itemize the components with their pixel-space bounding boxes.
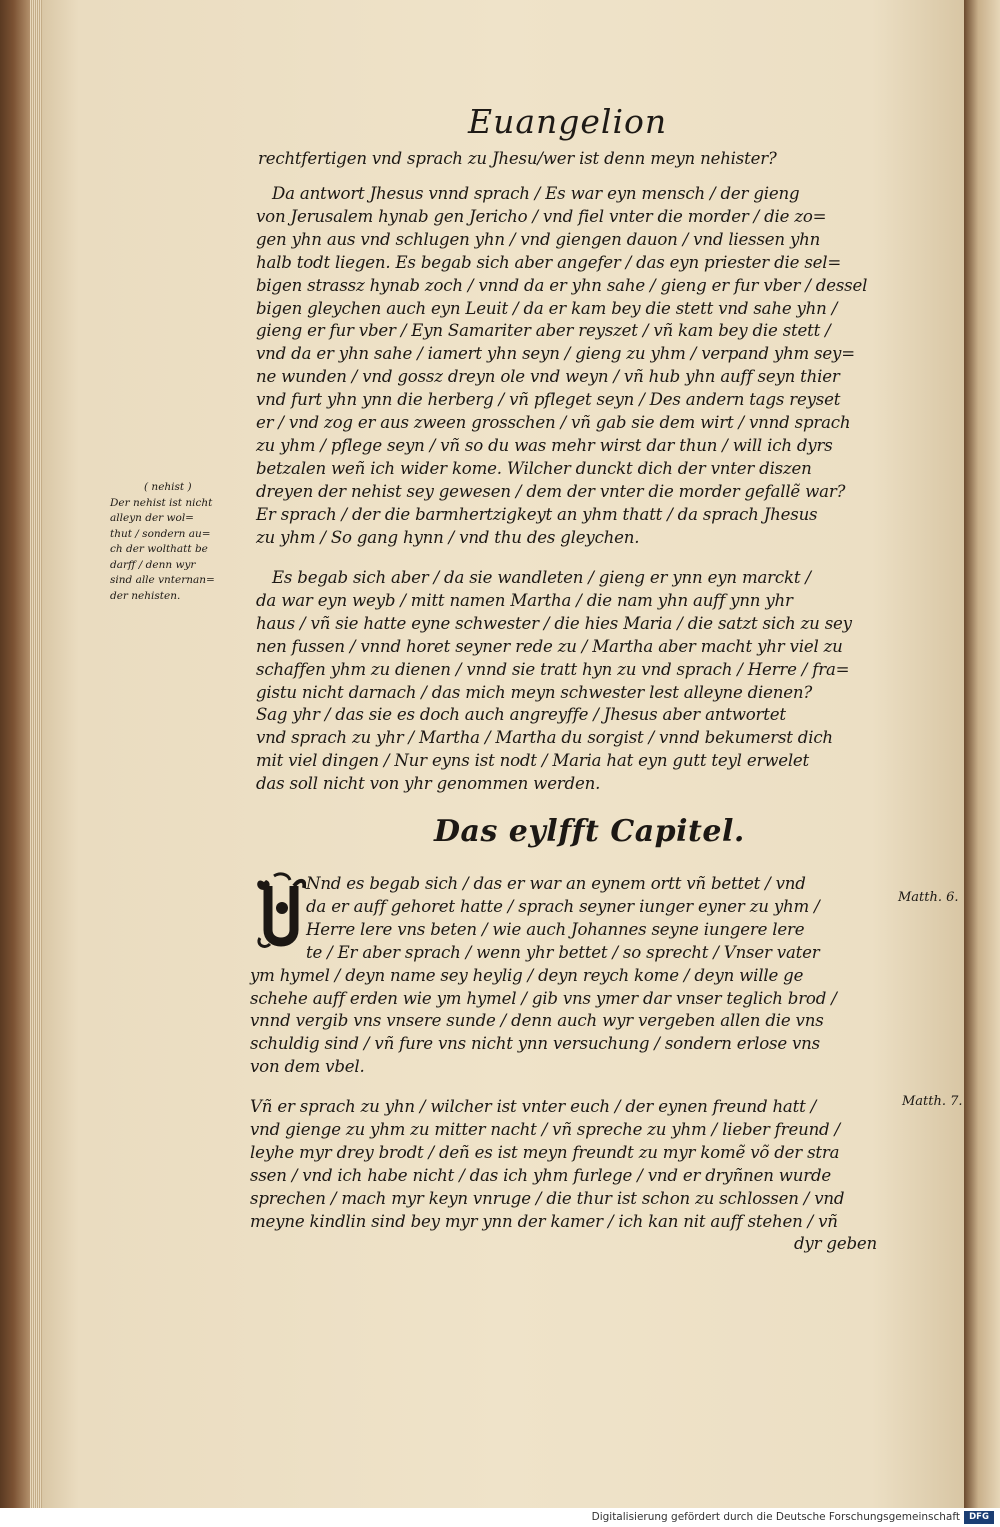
text-line: nen fussen / vnnd horet seyner rede zu / Martha aber macht yhr viel zu — [256, 636, 843, 656]
margin-note-line: alleyn der wol= — [110, 512, 194, 524]
text-block-samaritan — [256, 183, 867, 550]
text-line: schehe auff erden wie ym hymel / gib vns ymer dar vnser teglich brod / — [250, 988, 837, 1008]
text-line: Nnd es begab sich / das er war an eynem ortt vñ bettet / vnd — [306, 874, 806, 893]
text-line: schuldig sind / vñ fure vns nicht ynn versuchung / sondern erlose vns — [250, 1034, 820, 1054]
text-line: zu yhm / So gang hynn / vnd thu des gleychen. — [256, 527, 640, 547]
text-line: das soll nicht von yhr genommen werden. — [256, 774, 601, 794]
text-line: schaffen yhm zu dienen / vnnd sie tratt hyn zu vnd sprach / Herre / fra= — [256, 659, 850, 679]
text-block-martha — [256, 567, 852, 796]
dfg-logo: DFG — [964, 1511, 994, 1524]
margin-note-line: ch der wolthatt be — [110, 543, 208, 555]
text-line: von Jerusalem hynab gen Jericho / vnd fiel vnter die morder / die zo= — [256, 206, 827, 226]
margin-note-line: der nehisten. — [110, 589, 181, 602]
margin-note-heading: ( nehist ) — [144, 481, 192, 493]
text-line: gen yhn aus vnd schlugen yhn / vnd giengen dauon / vnd liessen yhn — [256, 229, 821, 249]
text-line: Es begab sich aber / da sie wandleten / gieng er ynn eyn marckt / — [272, 568, 811, 587]
text-line: dyr geben — [794, 1234, 877, 1254]
text-line: meyne kindlin sind bey myr ynn der kamer / ich kan nit auff stehen / vñ — [250, 1211, 838, 1231]
margin-ref-matth-7: Matth. 7. — [902, 1094, 963, 1109]
text-line: gistu nicht darnach / das mich meyn schwester lest alleyne dienen? — [256, 682, 813, 702]
ornamental-initial-icon — [254, 872, 306, 952]
text-line: vnd sprach zu yhr / Martha / Martha du sorgist / vnnd bekumerst dich — [256, 728, 833, 748]
text-line: vnd da er yhn sahe / iamert yhn seyn / gieng zu yhm / verpand yhm sey= — [256, 344, 855, 364]
text-line: bigen gleychen auch eyn Leuit / da er kam bey die stett vnd sahe yhn / — [256, 298, 838, 318]
text-line: Er sprach / der die barmhertzigkeyt an yhm thatt / da sprach Jhesus — [256, 504, 818, 524]
text-line: dreyen der nehist sey gewesen / dem der vnter die morder gefallẽ war? — [256, 481, 846, 501]
text-line: Sag yhr / das sie es doch auch angreyffe / Jhesus aber antwortet — [256, 705, 786, 725]
chapter-title: Das eylfft Capitel. — [434, 814, 745, 849]
text-line: vnnd vergib vns vnsere sunde / denn auch wyr vergeben allen die vns — [250, 1011, 824, 1031]
margin-note-line: sind alle vnternan= — [110, 574, 215, 586]
text-line: da er auff gehoret hatte / sprach seyner iunger eyner zu yhm / — [306, 896, 820, 916]
text-line: da war eyn weyb / mitt namen Martha / die nam yhn auff ynn yhr — [256, 590, 793, 610]
margin-note-line: thut / sondern au= — [110, 527, 211, 540]
text-line: mit viel dingen / Nur eyns ist nodt / Maria hat eyn gutt teyl erwelet — [256, 751, 810, 771]
text-line: von dem vbel. — [250, 1057, 365, 1077]
text-line: Herre lere vns beten / wie auch Johannes seyne iungere lere — [306, 919, 805, 939]
text-line: Da antwort Jhesus vnnd sprach / Es war eyn mensch / der gieng — [272, 184, 800, 203]
text-block-intro — [258, 148, 777, 171]
text-line: gieng er fur vber / Eyn Samariter aber reyszet / vñ kam bey die stett / — [256, 321, 831, 341]
margin-note-nehist — [110, 480, 245, 604]
text-line: haus / vñ sie hatte eyne schwester / die hies Maria / die satzt sich zu sey — [256, 613, 852, 633]
text-line: zu yhm / pflege seyn / vñ so du was mehr wirst dar thun / will ich dyrs — [256, 435, 833, 455]
text-block-lords-prayer — [250, 873, 837, 1079]
text-line: halb todt liegen. Es begab sich aber angefer / das eyn priester die sel= — [256, 252, 842, 272]
text-line: ne wunden / vnd gossz dreyn ole vnd weyn / vñ hub yhn auff seyn thier — [256, 367, 840, 387]
text-line: vnd furt yhn ynn die herberg / vñ pfleget seyn / Des andern tags reyset — [256, 390, 841, 410]
text-line: Vñ er sprach zu yhn / wilcher ist vnter euch / der eynen freund hatt / — [250, 1097, 817, 1116]
text-line: te / Er aber sprach / wenn yhr bettet / so sprecht / Vnser vater — [306, 942, 820, 962]
text-block-friend-at-midnight — [250, 1096, 877, 1256]
margin-note-line: Der nehist ist nicht — [110, 496, 213, 509]
text-line: ssen / vnd ich habe nicht / das ich yhm furlege / vnd er dryñnen wurde — [250, 1165, 832, 1185]
footer-credit: Digitalisierung gefördert durch die Deutsche Forschungsgemeinschaft — [591, 1511, 960, 1523]
text-line: betzalen weñ ich wider kome. Wilcher dunckt dich der vnter diszen — [256, 458, 812, 478]
text-line: bigen strassz hynab zoch / vnnd da er yhn sahe / gieng er fur vber / dessel — [256, 275, 868, 295]
text-line: vnd gienge zu yhm zu mitter nacht / vñ spreche zu yhm / lieber freund / — [250, 1119, 840, 1139]
text-line: ym hymel / deyn name sey heylig / deyn reych kome / deyn wille ge — [250, 965, 804, 985]
facing-page-edge — [964, 0, 1000, 1508]
text-line: sprechen / mach myr keyn vnruge / die thur ist schon zu schlossen / vnd — [250, 1188, 845, 1208]
margin-ref-matth-6: Matth. 6. — [898, 890, 959, 905]
margin-note-line: darff / denn wyr — [110, 558, 196, 571]
text-line: er / vnd zog er aus zween grosschen / vñ gab sie dem wirt / vnnd sprach — [256, 413, 851, 433]
running-header-title: Euangelion — [468, 102, 668, 141]
text-line: rechtfertigen vnd sprach zu Jhesu/wer ist denn meyn nehister? — [258, 149, 777, 168]
text-line: leyhe myr drey brodt / deñ es ist meyn freundt zu myr komẽ võ der stra — [250, 1142, 840, 1162]
